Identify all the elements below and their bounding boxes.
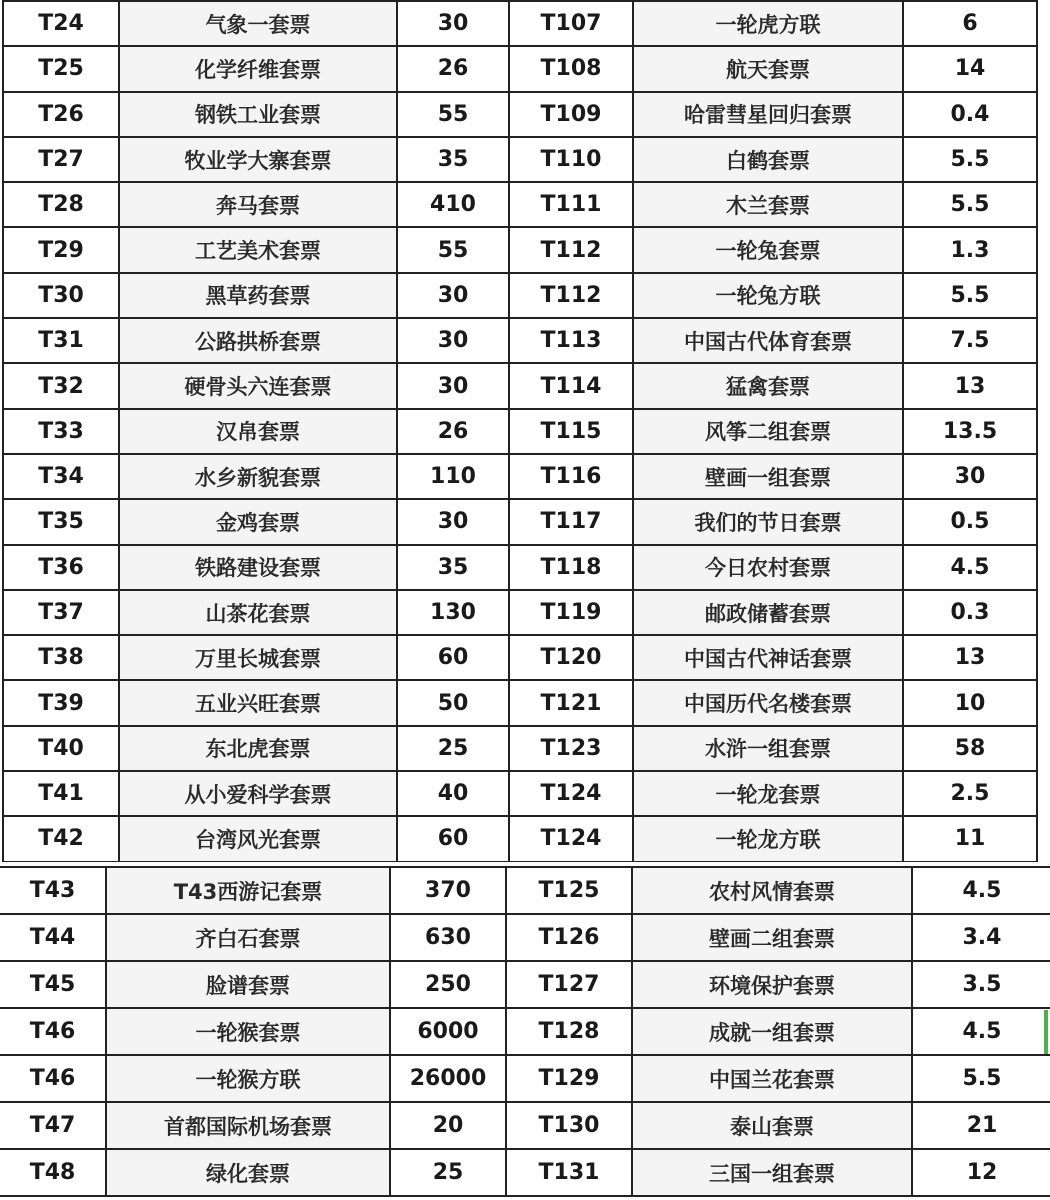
- stamp-name-cell: 风筝二组套票: [633, 409, 903, 454]
- stamp-code-cell: T45: [0, 961, 106, 1008]
- table-row: [0, 1149, 1050, 1196]
- stamp-code-cell: T121: [509, 680, 633, 725]
- stamp-code-cell: T107: [509, 1, 633, 46]
- table-row: [0, 867, 1050, 914]
- stamp-name-cell: 木兰套票: [633, 182, 903, 227]
- stamp-name-cell: 水乡新貌套票: [119, 454, 397, 499]
- stamp-code-cell: T26: [3, 92, 119, 137]
- stamp-name-cell: 奔马套票: [119, 182, 397, 227]
- stamp-name-cell: 黑草药套票: [119, 273, 397, 318]
- stamp-code-cell: T128: [506, 1008, 632, 1055]
- stamp-name-cell: 一轮虎方联: [633, 1, 903, 46]
- stamp-price-cell: 13: [903, 363, 1037, 408]
- table-row: [3, 726, 1037, 771]
- stamp-name-cell: 水浒一组套票: [633, 726, 903, 771]
- stamp-price-cell: 5.5: [903, 273, 1037, 318]
- stamp-price-cell: 130: [397, 590, 509, 635]
- stamp-code-cell: T112: [509, 273, 633, 318]
- stamp-price-cell: 13.5: [903, 409, 1037, 454]
- stamp-name-cell: 工艺美术套票: [119, 227, 397, 272]
- stamp-name-cell: 白鹤套票: [633, 137, 903, 182]
- stamp-name-cell: 牧业学大寨套票: [119, 137, 397, 182]
- stamp-code-cell: T46: [0, 1008, 106, 1055]
- stamp-name-cell: 汉帛套票: [119, 409, 397, 454]
- stamp-code-cell: T108: [509, 46, 633, 91]
- stamp-code-cell: T40: [3, 726, 119, 771]
- stamp-price-cell: 30: [397, 363, 509, 408]
- stamp-price-cell: 35: [397, 137, 509, 182]
- table-row: [0, 914, 1050, 961]
- stamp-price-cell: 50: [397, 680, 509, 725]
- stamp-code-cell: T46: [0, 1055, 106, 1102]
- table-row: [3, 92, 1037, 137]
- table-row: [3, 137, 1037, 182]
- stamp-code-cell: T115: [509, 409, 633, 454]
- stamp-code-cell: T126: [506, 914, 632, 961]
- table-row: [3, 499, 1037, 544]
- stamp-code-cell: T114: [509, 363, 633, 408]
- stamp-name-cell: 农村风情套票: [632, 867, 912, 914]
- stamp-code-cell: T124: [509, 771, 633, 816]
- stamp-name-cell: 一轮龙方联: [633, 816, 903, 861]
- stamp-code-cell: T119: [509, 590, 633, 635]
- stamp-name-cell: 一轮猴方联: [106, 1055, 390, 1102]
- stamp-name-cell: 猛禽套票: [633, 363, 903, 408]
- stamp-code-cell: T35: [3, 499, 119, 544]
- stamp-code-cell: T118: [509, 545, 633, 590]
- stamp-price-cell: 0.5: [903, 499, 1037, 544]
- table-bottom-body: [0, 867, 1050, 1196]
- stamp-price-cell: 10: [903, 680, 1037, 725]
- stamp-price-cell: 13: [903, 635, 1037, 680]
- stamp-price-cell: 250: [390, 961, 506, 1008]
- stamp-name-cell: 台湾风光套票: [119, 816, 397, 861]
- stamp-price-cell: 26: [397, 46, 509, 91]
- stamp-name-cell: 从小爱科学套票: [119, 771, 397, 816]
- stamp-price-cell: 110: [397, 454, 509, 499]
- stamp-name-cell: 今日农村套票: [633, 545, 903, 590]
- stamp-name-cell: 中国古代神话套票: [633, 635, 903, 680]
- table-row: [0, 1102, 1050, 1149]
- stamp-code-cell: T27: [3, 137, 119, 182]
- stamp-name-cell: 中国古代体育套票: [633, 318, 903, 363]
- stamp-code-cell: T112: [509, 227, 633, 272]
- stamp-price-cell: 55: [397, 92, 509, 137]
- stamp-price-cell: 7.5: [903, 318, 1037, 363]
- stamp-name-cell: 气象一套票: [119, 1, 397, 46]
- table-row: [3, 227, 1037, 272]
- stamp-price-cell: 5.5: [903, 182, 1037, 227]
- stamp-code-cell: T30: [3, 273, 119, 318]
- table-row: [3, 273, 1037, 318]
- stamp-code-cell: T113: [509, 318, 633, 363]
- stamp-code-cell: T41: [3, 771, 119, 816]
- stamp-price-cell: 30: [397, 273, 509, 318]
- stamp-price-cell: 20: [390, 1102, 506, 1149]
- table-row: [0, 1055, 1050, 1102]
- stamp-code-cell: T125: [506, 867, 632, 914]
- stamp-code-cell: T48: [0, 1149, 106, 1196]
- table-row: [3, 635, 1037, 680]
- stamp-price-cell: 30: [397, 318, 509, 363]
- table-row: [3, 545, 1037, 590]
- stamp-price-table-top: [2, 0, 1038, 863]
- stamp-name-cell: 化学纤维套票: [119, 46, 397, 91]
- stamp-code-cell: T28: [3, 182, 119, 227]
- table-row: [0, 961, 1050, 1008]
- table-row: [3, 409, 1037, 454]
- stamp-name-cell: 硬骨头六连套票: [119, 363, 397, 408]
- stamp-price-cell: 58: [903, 726, 1037, 771]
- stamp-name-cell: 泰山套票: [632, 1102, 912, 1149]
- stamp-price-cell: 55: [397, 227, 509, 272]
- stamp-code-cell: T32: [3, 363, 119, 408]
- stamp-code-cell: T109: [509, 92, 633, 137]
- stamp-name-cell: 万里长城套票: [119, 635, 397, 680]
- stamp-price-cell: 11: [903, 816, 1037, 861]
- stamp-price-cell: 5.5: [903, 137, 1037, 182]
- stamp-price-cell: 14: [903, 46, 1037, 91]
- stamp-name-cell: 一轮兔套票: [633, 227, 903, 272]
- stamp-name-cell: 哈雷彗星回归套票: [633, 92, 903, 137]
- stamp-code-cell: T24: [3, 1, 119, 46]
- stamp-price-cell: 26: [397, 409, 509, 454]
- stamp-name-cell: 铁路建设套票: [119, 545, 397, 590]
- table-top-body: [3, 1, 1037, 862]
- stamp-price-cell: 30: [903, 454, 1037, 499]
- stamp-name-cell: 齐白石套票: [106, 914, 390, 961]
- stamp-name-cell: 钢铁工业套票: [119, 92, 397, 137]
- stamp-price-cell: 6000: [390, 1008, 506, 1055]
- stamp-price-cell: 3.4: [912, 914, 1050, 961]
- stamp-name-cell: 我们的节日套票: [633, 499, 903, 544]
- stamp-price-cell: 1.3: [903, 227, 1037, 272]
- stamp-code-cell: T116: [509, 454, 633, 499]
- stamp-code-cell: T123: [509, 726, 633, 771]
- stamp-code-cell: T117: [509, 499, 633, 544]
- stamp-code-cell: T36: [3, 545, 119, 590]
- stamp-price-cell: 26000: [390, 1055, 506, 1102]
- stamp-name-cell: T43西游记套票: [106, 867, 390, 914]
- stamp-price-cell: 3.5: [912, 961, 1050, 1008]
- stamp-name-cell: 金鸡套票: [119, 499, 397, 544]
- stamp-name-cell: 山茶花套票: [119, 590, 397, 635]
- stamp-price-cell: 0.3: [903, 590, 1037, 635]
- stamp-price-cell: 60: [397, 816, 509, 861]
- stamp-name-cell: 环境保护套票: [632, 961, 912, 1008]
- table-row: [3, 46, 1037, 91]
- stamp-code-cell: T34: [3, 454, 119, 499]
- stamp-price-cell: 30: [397, 1, 509, 46]
- stamp-code-cell: T120: [509, 635, 633, 680]
- stamp-code-cell: T124: [509, 816, 633, 861]
- stamp-price-cell: 370: [390, 867, 506, 914]
- stamp-code-cell: T111: [509, 182, 633, 227]
- stamp-code-cell: T29: [3, 227, 119, 272]
- stamp-code-cell: T129: [506, 1055, 632, 1102]
- table-row: [3, 182, 1037, 227]
- stamp-code-cell: T25: [3, 46, 119, 91]
- stamp-price-cell: 2.5: [903, 771, 1037, 816]
- table-row: [3, 454, 1037, 499]
- table-row: [3, 1, 1037, 46]
- table-row: [3, 590, 1037, 635]
- stamp-name-cell: 一轮猴套票: [106, 1008, 390, 1055]
- stamp-name-cell: 壁画一组套票: [633, 454, 903, 499]
- stamp-name-cell: 中国兰花套票: [632, 1055, 912, 1102]
- table-row: [3, 680, 1037, 725]
- stamp-code-cell: T38: [3, 635, 119, 680]
- stamp-name-cell: 首都国际机场套票: [106, 1102, 390, 1149]
- scroll-edge-marker: [1044, 1010, 1048, 1054]
- stamp-name-cell: 三国一组套票: [632, 1149, 912, 1196]
- stamp-name-cell: 公路拱桥套票: [119, 318, 397, 363]
- stamp-price-cell: 0.4: [903, 92, 1037, 137]
- stamp-code-cell: T37: [3, 590, 119, 635]
- stamp-name-cell: 东北虎套票: [119, 726, 397, 771]
- stamp-price-cell: 4.5: [912, 1008, 1050, 1055]
- stamp-name-cell: 一轮兔方联: [633, 273, 903, 318]
- stamp-code-cell: T42: [3, 816, 119, 861]
- stamp-price-cell: 30: [397, 499, 509, 544]
- stamp-price-cell: 4.5: [903, 545, 1037, 590]
- stamp-name-cell: 脸谱套票: [106, 961, 390, 1008]
- stamp-code-cell: T47: [0, 1102, 106, 1149]
- stamp-price-cell: 6: [903, 1, 1037, 46]
- stamp-price-table-bottom: [0, 866, 1050, 1197]
- stamp-name-cell: 一轮龙套票: [633, 771, 903, 816]
- stamp-code-cell: T31: [3, 318, 119, 363]
- stamp-price-cell: 12: [912, 1149, 1050, 1196]
- stamp-price-cell: 60: [397, 635, 509, 680]
- stamp-name-cell: 五业兴旺套票: [119, 680, 397, 725]
- stamp-price-cell: 4.5: [912, 867, 1050, 914]
- stamp-price-cell: 21: [912, 1102, 1050, 1149]
- stamp-name-cell: 成就一组套票: [632, 1008, 912, 1055]
- stamp-name-cell: 邮政储蓄套票: [633, 590, 903, 635]
- stamp-price-cell: 25: [397, 726, 509, 771]
- stamp-code-cell: T43: [0, 867, 106, 914]
- stamp-name-cell: 绿化套票: [106, 1149, 390, 1196]
- stamp-price-cell: 5.5: [912, 1055, 1050, 1102]
- stamp-price-cell: 410: [397, 182, 509, 227]
- stamp-price-cell: 630: [390, 914, 506, 961]
- stamp-price-cell: 40: [397, 771, 509, 816]
- stamp-name-cell: 中国历代名楼套票: [633, 680, 903, 725]
- stamp-name-cell: 壁画二组套票: [632, 914, 912, 961]
- stamp-code-cell: T110: [509, 137, 633, 182]
- stamp-code-cell: T33: [3, 409, 119, 454]
- table-row: [3, 363, 1037, 408]
- stamp-price-cell: 35: [397, 545, 509, 590]
- stamp-code-cell: T44: [0, 914, 106, 961]
- stamp-price-cell: 25: [390, 1149, 506, 1196]
- stamp-code-cell: T131: [506, 1149, 632, 1196]
- table-row: [0, 1008, 1050, 1055]
- table-row: [3, 318, 1037, 363]
- stamp-code-cell: T127: [506, 961, 632, 1008]
- stamp-code-cell: T130: [506, 1102, 632, 1149]
- stamp-name-cell: 航天套票: [633, 46, 903, 91]
- table-row: [3, 816, 1037, 861]
- table-row: [3, 771, 1037, 816]
- stamp-code-cell: T39: [3, 680, 119, 725]
